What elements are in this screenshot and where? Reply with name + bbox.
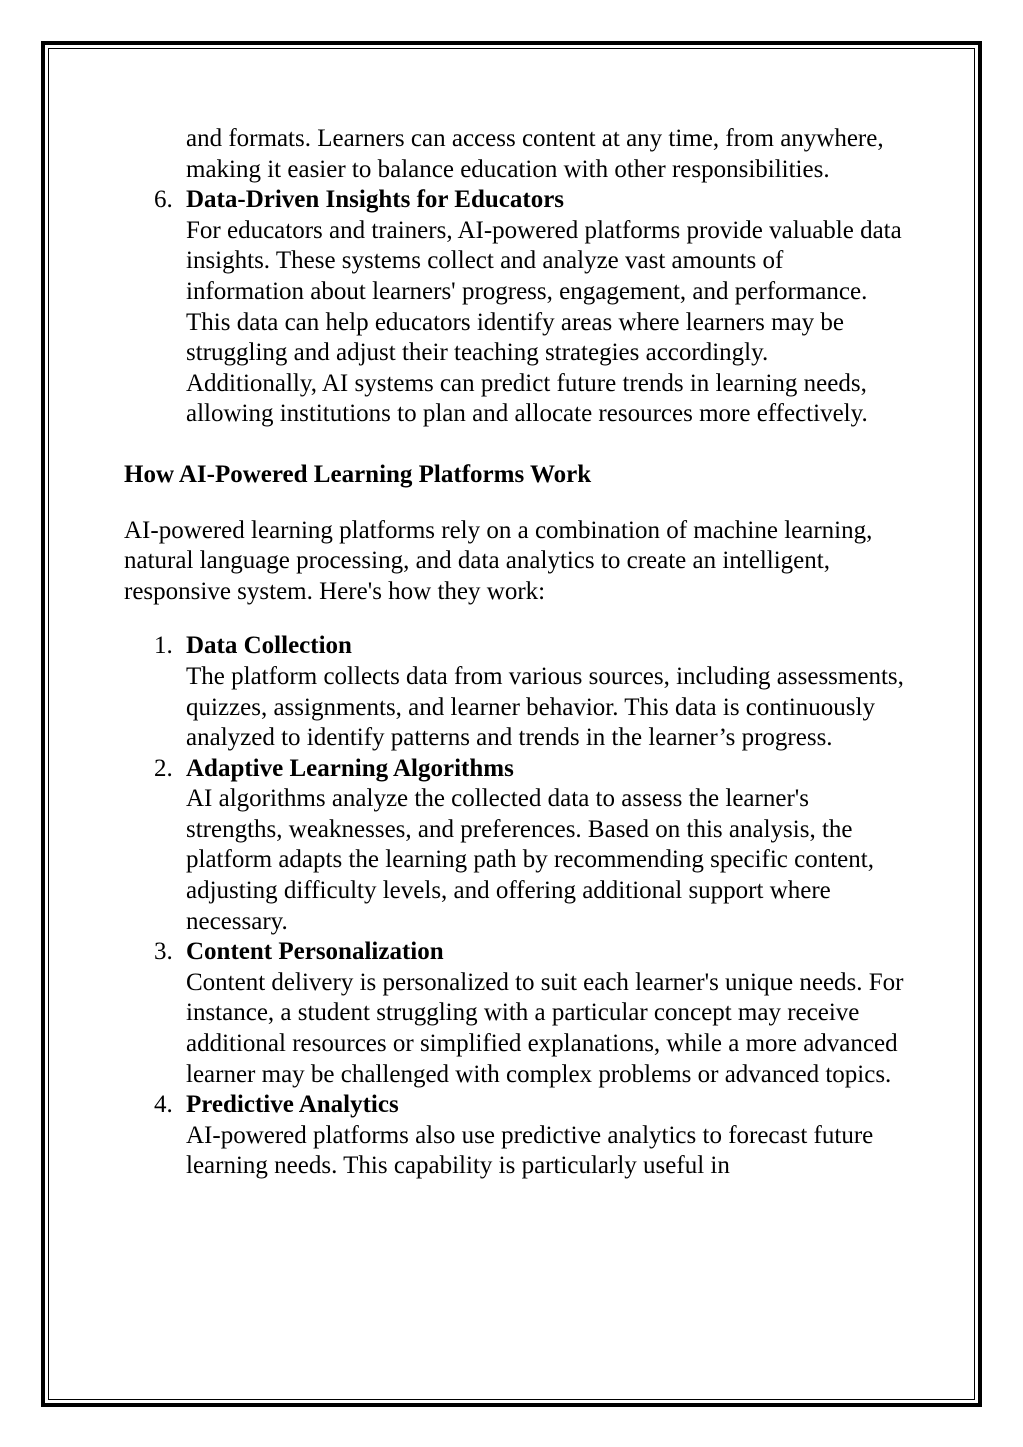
list-item-body: For educators and trainers, AI-powered platforms provide valuable data insights. These systems collect and analyze vast amounts of information about learners' progress, engagement, and performance. This data can help educators identify areas where learners may be struggling and adjust their teaching strategies accordingly. Additionally, AI systems can predict future trends in learning needs, allowing institutions to plan and allocate resources more effectively. <box>186 216 902 428</box>
list-item <box>124 1090 904 1182</box>
list-item-number: 1. <box>154 632 173 660</box>
list-item-title: Predictive Analytics <box>186 1091 399 1119</box>
continuation-text: and formats. Learners can access content at any time, from anywhere, making it easier to balance education with other responsibilities. <box>186 125 884 183</box>
how-it-works-list <box>124 631 904 1182</box>
list-item-title: Data Collection <box>186 632 352 660</box>
list-item-title: Content Personalization <box>186 938 444 966</box>
list-item-body: AI-powered platforms also use predictive analytics to forecast future learning needs. This capability is particularly useful in <box>186 1121 874 1180</box>
list-item-number: 4. <box>154 1091 173 1119</box>
list-item <box>124 185 904 430</box>
list-item-number: 2. <box>154 754 173 782</box>
section-paragraph: AI-powered learning platforms rely on a combination of machine learning, natural language processing, and data analytics to create an intelligent, responsive system. Here's how they work: <box>124 516 873 605</box>
list-item <box>124 754 904 938</box>
document-body <box>124 124 904 1182</box>
list-item-body: The platform collects data from various sources, including assessments, quizzes, assignments, and learner behavior. This data is continuously analyzed to identify patterns and trends in the learner’s progress. <box>186 662 904 752</box>
section-heading: How AI-Powered Learning Platforms Work <box>124 460 592 488</box>
list-item-body: Content delivery is personalized to suit each learner's unique needs. For instance, a student struggling with a particular concept may receive additional resources or simplified explanations, while a more advanced learner may be challenged with complex problems or advanced topics. <box>186 968 904 1088</box>
list-item-number: 3. <box>154 938 173 966</box>
list-item-title: Data-Driven Insights for Educators <box>186 186 565 214</box>
list-item <box>124 937 904 1090</box>
list-item-title: Adaptive Learning Algorithms <box>186 754 514 782</box>
feature-list <box>124 185 904 430</box>
list-item <box>124 631 904 753</box>
list-item-body: AI algorithms analyze the collected data to assess the learner's strengths, weaknesses, and preferences. Based on this analysis, the platform adapts the learning path by recommending specific content, adjusting difficulty levels, and offering additional support where necessary. <box>186 785 874 935</box>
list-item-number: 6. <box>154 186 173 214</box>
